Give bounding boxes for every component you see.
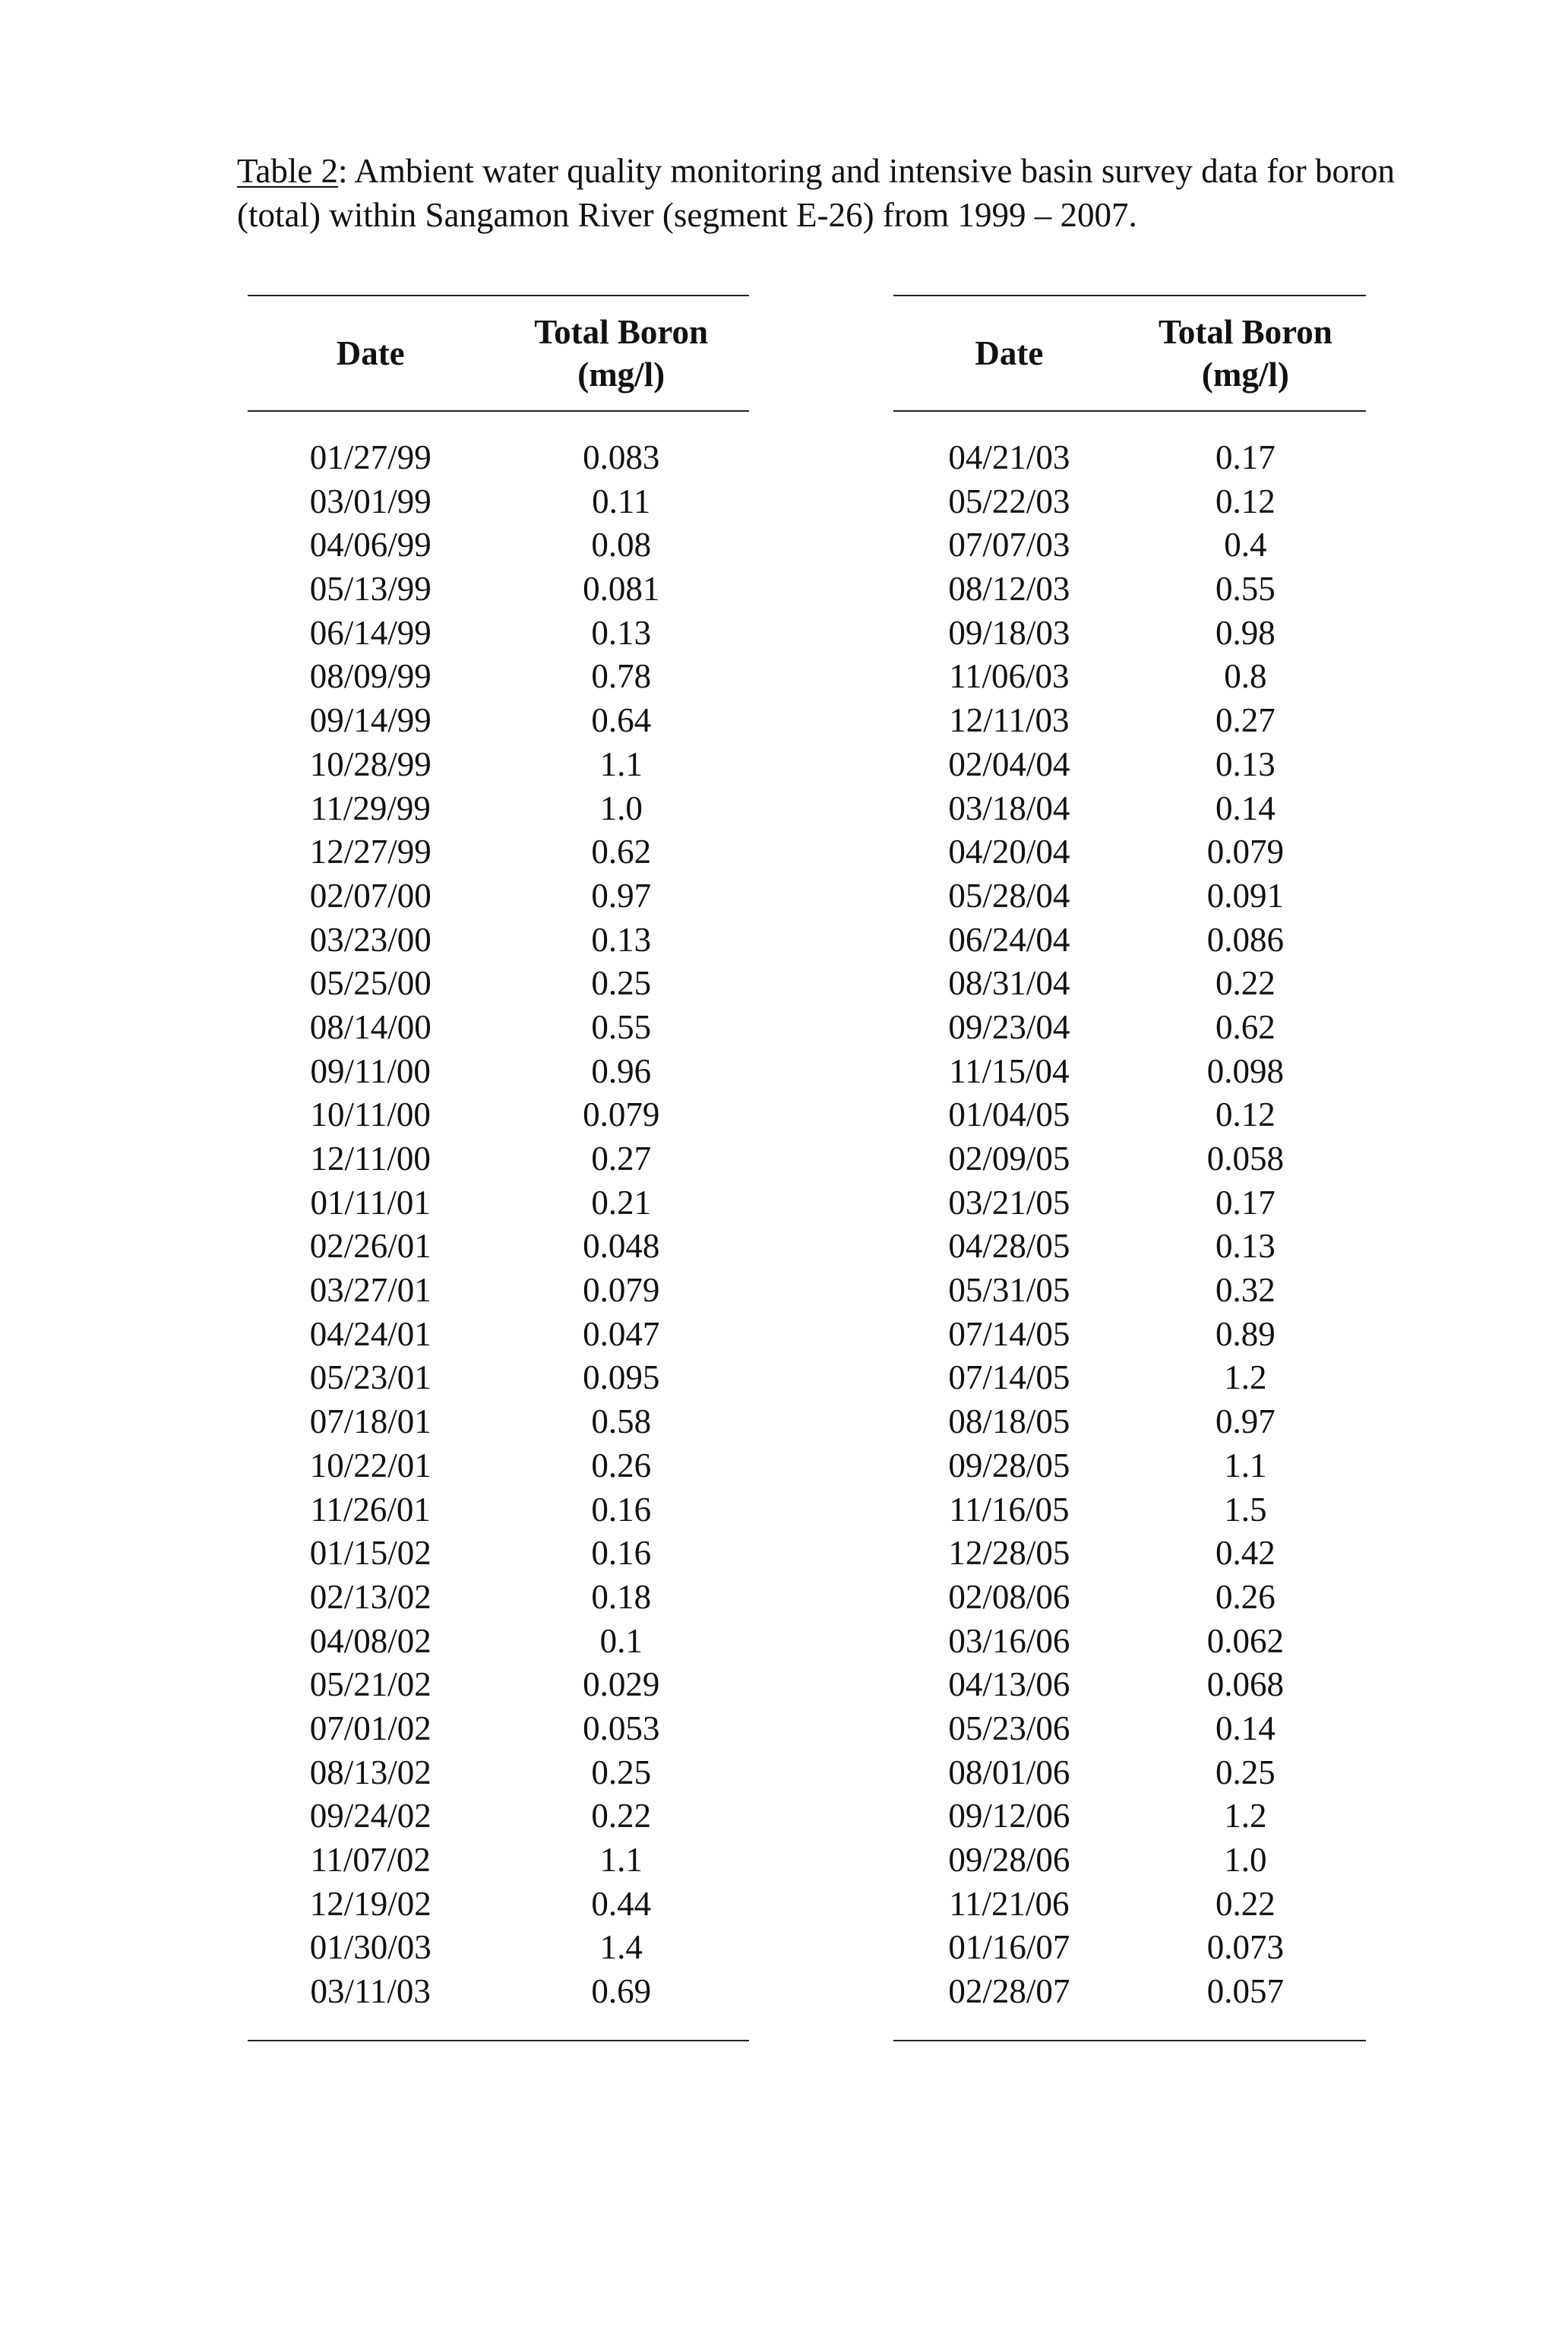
boron-cell: 0.14 [1216,1709,1276,1747]
table-row [893,787,1366,831]
boron-cell: 0.21 [591,1183,652,1222]
date-cell: 04/20/04 [948,833,1070,871]
date-cell: 02/04/04 [948,745,1070,783]
date-cell: 09/28/06 [948,1841,1070,1879]
date-cell: 07/07/03 [948,526,1070,564]
date-cell: 09/12/06 [948,1797,1070,1835]
table-row [248,1356,749,1400]
table-row [248,874,749,918]
boron-cell: 0.8 [1224,657,1267,696]
boron-cell: 0.047 [583,1314,660,1353]
table-row [893,1576,1366,1620]
date-cell: 12/11/03 [949,701,1070,740]
table-body [893,412,1366,2040]
table-row [248,918,749,963]
date-cell: 05/31/05 [948,1271,1070,1310]
date-cell: 01/27/99 [309,438,432,476]
table-row [248,830,749,874]
boron-cell: 0.048 [583,1227,660,1266]
date-cell: 04/28/05 [948,1227,1070,1266]
boron-cell: 0.69 [591,1972,652,2011]
table-row [893,1970,1366,2014]
date-cell: 05/28/04 [948,876,1070,915]
date-cell: 10/22/01 [309,1446,432,1484]
table-row [893,655,1366,699]
boron-cell: 0.98 [1216,613,1276,652]
boron-cell: 0.25 [591,964,652,1003]
boron-cell: 0.22 [1216,964,1276,1003]
table-row [893,480,1366,524]
boron-cell: 0.96 [591,1051,652,1090]
boron-cell: 0.079 [583,1271,660,1310]
boron-cell: 0.12 [1216,482,1276,520]
table-row [893,1751,1366,1795]
boron-cell: 1.1 [1224,1446,1267,1484]
date-cell: 11/21/06 [949,1884,1070,1923]
header-total-boron [493,311,749,396]
date-cell: 11/15/04 [949,1051,1070,1090]
table-row [893,1707,1366,1751]
boron-cell: 1.5 [1224,1490,1267,1529]
boron-cell: 0.13 [1216,1227,1276,1266]
date-cell: 12/27/99 [309,833,432,871]
table-row [248,1751,749,1795]
date-cell: 01/15/02 [309,1534,432,1573]
table-row [893,612,1366,656]
boron-cell: 0.073 [1206,1928,1284,1967]
table-row [893,1794,1366,1839]
date-cell: 03/18/04 [948,789,1070,827]
boron-cell: 0.89 [1216,1314,1276,1353]
bottom-rule [893,2040,1366,2041]
table-row [893,1181,1366,1225]
boron-cell: 0.22 [1216,1884,1276,1923]
boron-cell: 0.26 [1216,1577,1276,1616]
table-row [248,436,749,480]
table-row [893,962,1366,1006]
boron-cell: 0.13 [591,613,652,652]
table-left [248,295,749,2041]
date-cell: 08/09/99 [309,657,432,696]
date-cell: 02/09/05 [948,1140,1070,1178]
boron-cell: 0.16 [591,1490,652,1529]
date-cell: 04/21/03 [948,438,1070,476]
date-cell: 04/08/02 [309,1621,432,1660]
boron-cell: 0.64 [591,701,652,740]
boron-cell: 0.12 [1216,1096,1276,1134]
boron-cell: 0.58 [591,1402,652,1441]
table-row [248,1093,749,1137]
table-row [248,1050,749,1094]
header-boron-line1: Total Boron [534,313,709,351]
boron-cell: 0.13 [591,920,652,959]
boron-cell: 0.1 [599,1621,643,1660]
boron-cell: 0.97 [591,876,652,915]
boron-cell: 0.079 [583,1096,660,1134]
date-cell: 07/14/05 [948,1314,1070,1353]
date-cell: 05/22/03 [948,482,1070,520]
date-cell: 05/25/00 [309,964,432,1003]
boron-cell: 1.4 [599,1928,643,1967]
boron-cell: 0.17 [1216,1183,1276,1222]
date-cell: 03/21/05 [948,1183,1070,1222]
date-cell: 09/24/02 [309,1797,432,1835]
date-cell: 08/18/05 [948,1402,1070,1441]
boron-cell: 0.068 [1206,1665,1284,1704]
table-row [248,962,749,1006]
table-row [893,1006,1366,1050]
table-body [248,412,749,2040]
date-cell: 04/06/99 [309,526,432,564]
boron-cell: 0.08 [591,526,652,564]
table-row [893,743,1366,787]
date-cell: 10/11/00 [310,1096,431,1134]
table-row [248,1839,749,1883]
boron-cell: 0.083 [583,438,660,476]
boron-cell: 0.27 [1216,701,1276,740]
table-row [248,1707,749,1751]
date-cell: 07/01/02 [309,1709,432,1747]
date-cell: 08/31/04 [948,964,1070,1003]
table-row [893,1532,1366,1576]
date-cell: 09/18/03 [948,613,1070,652]
date-cell: 05/23/01 [309,1358,432,1397]
table-row [248,523,749,568]
boron-cell: 0.057 [1206,1972,1284,2011]
boron-cell: 0.13 [1216,745,1276,783]
boron-cell: 0.32 [1216,1271,1276,1310]
boron-cell: 0.058 [1206,1140,1284,1178]
table-row [248,1794,749,1839]
date-cell: 04/13/06 [948,1665,1070,1704]
table-row [248,1269,749,1313]
boron-cell: 1.2 [1224,1797,1267,1835]
table-row [248,1225,749,1269]
boron-cell: 1.1 [599,1841,643,1879]
date-cell: 08/14/00 [309,1007,432,1046]
boron-cell: 1.2 [1224,1358,1267,1397]
table-row [893,1883,1366,1927]
date-cell: 01/04/05 [948,1096,1070,1134]
boron-cell: 0.4 [1224,526,1267,564]
table-label: Table 2 [237,152,339,190]
header-boron-unit: (mg/l) [1201,356,1289,394]
boron-cell: 0.095 [583,1358,660,1397]
date-cell: 03/11/03 [310,1972,431,2011]
boron-cell: 0.62 [1216,1007,1276,1046]
boron-cell: 0.97 [1216,1402,1276,1441]
date-cell: 09/11/00 [310,1051,431,1090]
table-row [248,1444,749,1488]
table-row [893,1137,1366,1181]
table-row [248,1006,749,1050]
table-row [893,918,1366,963]
header-boron-unit: (mg/l) [577,356,665,394]
table-row [893,523,1366,568]
date-cell: 07/14/05 [948,1358,1070,1397]
header-date: Date [975,334,1044,372]
table-row [893,1225,1366,1269]
table-row [248,1400,749,1444]
boron-cell: 1.0 [599,789,643,827]
header-boron-line1: Total Boron [1158,313,1332,351]
date-cell: 11/29/99 [310,789,431,827]
boron-cell: 0.55 [1216,570,1276,609]
date-cell: 02/13/02 [309,1577,432,1616]
table-row [248,1532,749,1576]
table-row [893,1839,1366,1883]
date-cell: 11/06/03 [949,657,1070,696]
table-row [893,699,1366,743]
date-cell: 05/21/02 [309,1665,432,1704]
date-cell: 06/24/04 [948,920,1070,959]
boron-cell: 0.14 [1216,789,1276,827]
table-header [893,296,1366,410]
table-row [893,436,1366,480]
date-cell: 11/26/01 [310,1490,431,1529]
date-cell: 02/08/06 [948,1577,1070,1616]
date-cell: 10/28/99 [309,745,432,783]
date-cell: 08/12/03 [948,570,1070,609]
table-row [248,568,749,612]
table-row [248,1663,749,1707]
table-row [893,1444,1366,1488]
table-row [248,1181,749,1225]
date-cell: 05/23/06 [948,1709,1070,1747]
boron-cell: 0.44 [591,1884,652,1923]
date-cell: 04/24/01 [309,1314,432,1353]
date-cell: 01/11/01 [310,1183,431,1222]
table-row [893,1356,1366,1400]
boron-cell: 0.062 [1206,1621,1284,1660]
date-cell: 01/16/07 [948,1928,1070,1967]
table-row [248,1970,749,2014]
boron-cell: 0.42 [1216,1534,1276,1573]
boron-cell: 0.081 [583,570,660,609]
table-row [893,1663,1366,1707]
boron-cell: 0.62 [591,833,652,871]
table-row [248,655,749,699]
boron-cell: 0.091 [1206,876,1284,915]
header-total-boron [1125,311,1366,396]
table-right [893,295,1366,2041]
boron-cell: 0.22 [591,1797,652,1835]
table-row [248,699,749,743]
date-cell: 06/14/99 [309,613,432,652]
date-cell: 03/16/06 [948,1621,1070,1660]
boron-cell: 1.1 [599,745,643,783]
boron-cell: 0.098 [1206,1051,1284,1090]
table-row [248,1926,749,1970]
table-row [893,568,1366,612]
date-cell: 08/01/06 [948,1753,1070,1791]
date-cell: 03/27/01 [309,1271,432,1310]
boron-cell: 0.053 [583,1709,660,1747]
boron-cell: 0.78 [591,657,652,696]
boron-cell: 0.25 [591,1753,652,1791]
date-cell: 02/26/01 [309,1227,432,1266]
date-cell: 02/07/00 [309,876,432,915]
date-cell: 05/13/99 [309,570,432,609]
date-cell: 11/16/05 [949,1490,1070,1529]
date-cell: 12/11/00 [310,1140,431,1178]
date-cell: 09/28/05 [948,1446,1070,1484]
date-cell: 09/14/99 [309,701,432,740]
table-row [248,1883,749,1927]
table-caption [237,149,1483,237]
boron-cell: 0.18 [591,1577,652,1616]
boron-cell: 0.16 [591,1534,652,1573]
date-cell: 07/18/01 [309,1402,432,1441]
table-row [248,1313,749,1357]
table-row [248,480,749,524]
boron-cell: 1.0 [1224,1841,1267,1879]
date-cell: 09/23/04 [948,1007,1070,1046]
boron-cell: 0.55 [591,1007,652,1046]
table-row [248,1620,749,1664]
bottom-rule [248,2040,749,2041]
table-row [248,1137,749,1181]
date-cell: 12/19/02 [309,1884,432,1923]
table-row [893,1620,1366,1664]
table-row [893,1488,1366,1532]
table-row [248,612,749,656]
boron-cell: 0.029 [583,1665,660,1704]
table-row [248,743,749,787]
date-cell: 02/28/07 [948,1972,1070,2011]
table-row [893,874,1366,918]
table-row [893,1093,1366,1137]
table-row [893,1050,1366,1094]
header-date: Date [336,334,405,372]
table-row [248,787,749,831]
boron-cell: 0.11 [592,482,651,520]
date-cell: 03/01/99 [309,482,432,520]
date-cell: 08/13/02 [309,1753,432,1791]
table-row [248,1576,749,1620]
boron-cell: 0.27 [591,1140,652,1178]
boron-cell: 0.079 [1206,833,1284,871]
table-row [893,1400,1366,1444]
table-row [893,1313,1366,1357]
table-row [893,1926,1366,1970]
boron-cell: 0.25 [1216,1753,1276,1791]
table-row [893,1269,1366,1313]
caption-text: : Ambient water quality monitoring and intensive basin survey data for boron (total) within Sangamon River (segment E-26) from 1999 – 2007. [237,152,1396,234]
date-cell: 03/23/00 [309,920,432,959]
date-cell: 11/07/02 [310,1841,431,1879]
boron-cell: 0.086 [1206,920,1284,959]
table-header [248,296,749,410]
boron-cell: 0.26 [591,1446,652,1484]
boron-cell: 0.17 [1216,438,1276,476]
date-cell: 01/30/03 [309,1928,432,1967]
date-cell: 12/28/05 [948,1534,1070,1573]
table-row [893,830,1366,874]
table-row [248,1488,749,1532]
